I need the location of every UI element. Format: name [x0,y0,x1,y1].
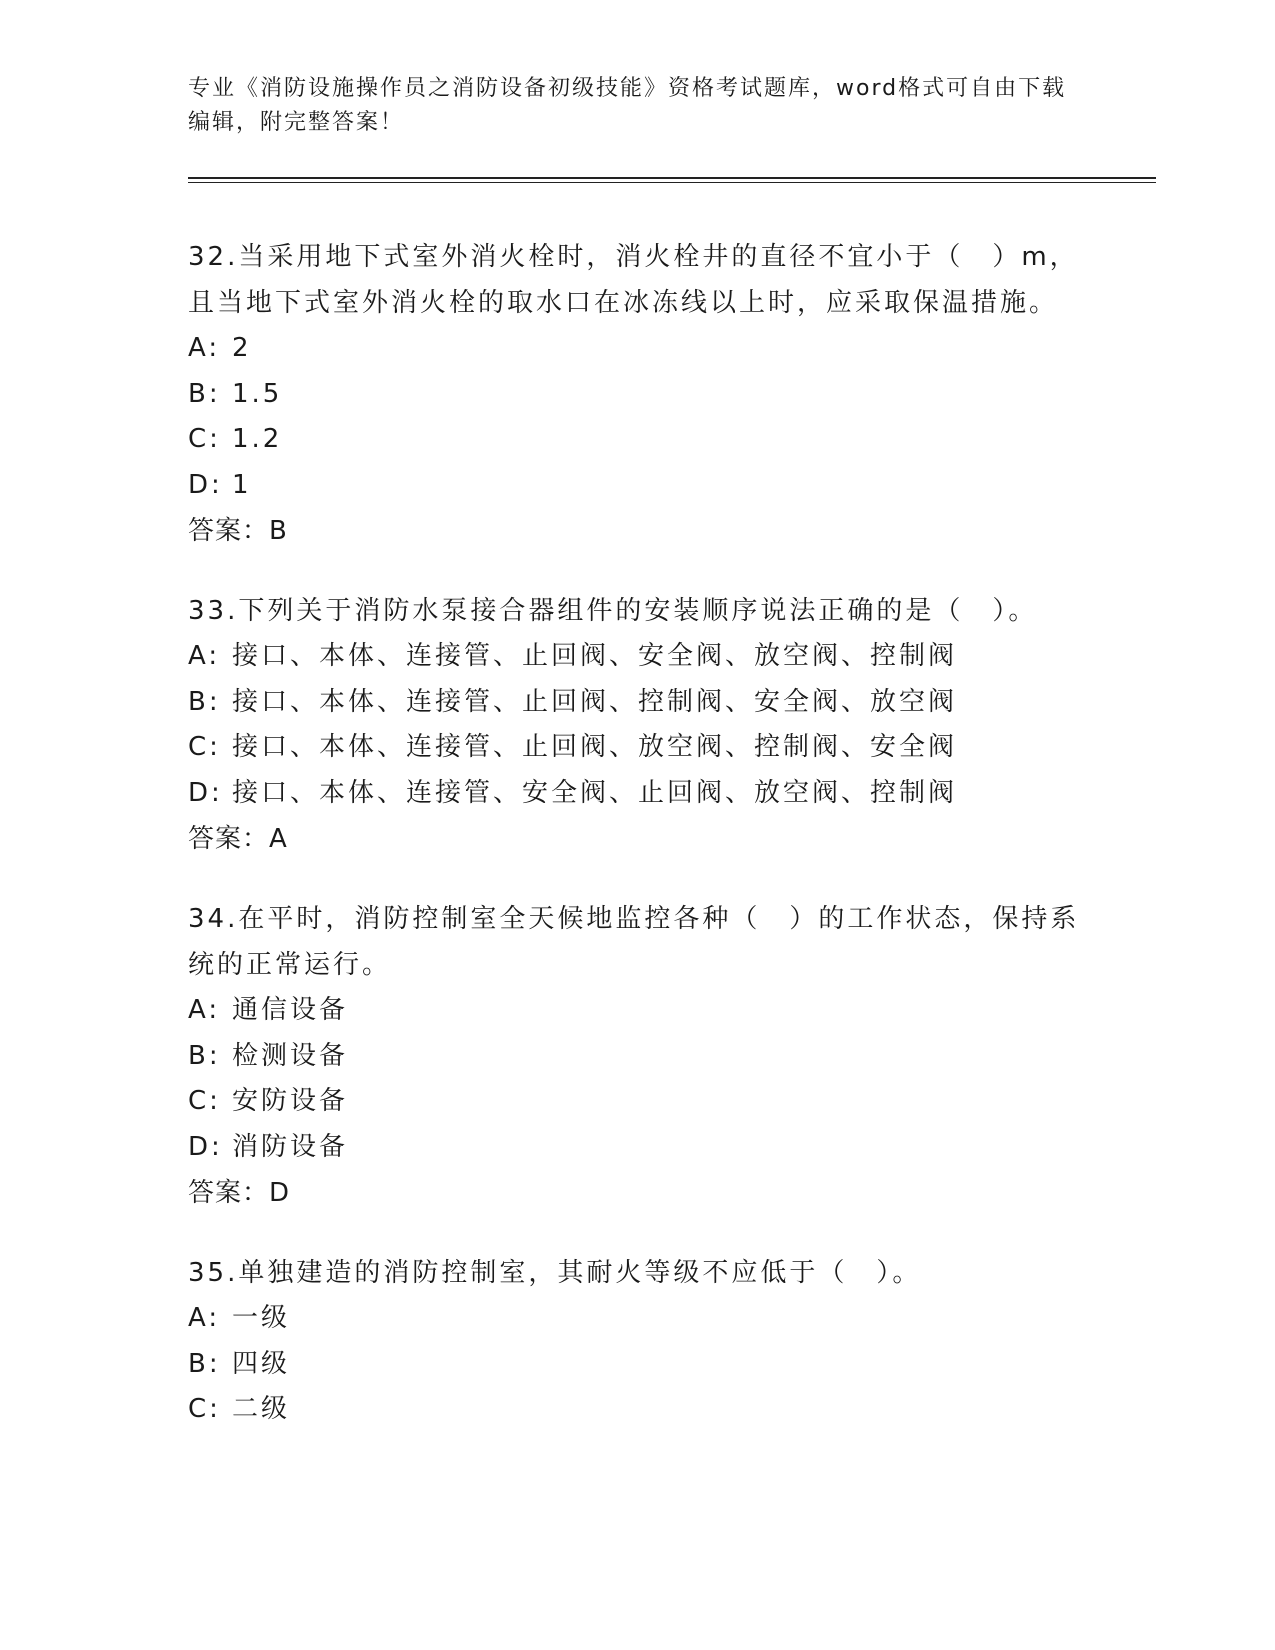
option-letter: B: [188,378,221,409]
option-letter: A: [188,1303,221,1333]
option-letter: D: [188,777,223,808]
option-d [188,1125,1088,1171]
option-letter: D: [188,1131,223,1162]
option-text: 1.2 [232,424,283,454]
option-text: 四级 [232,1348,291,1379]
header-divider-thick [188,177,1156,179]
question-list [188,234,1088,1467]
question-stem: 34.在平时，消防控制室全天候地监控各种（ ）的工作状态，保持系统的正常运行。 [188,904,1080,980]
option-c [188,1387,1088,1433]
option-letter: B: [188,1040,221,1071]
option-letter: C: [188,732,221,762]
option-text: 一级 [232,1303,291,1333]
option-letter: C: [188,424,221,454]
question-33 [188,588,1088,862]
option-letter: A: [188,995,221,1025]
option-text: 二级 [232,1394,291,1424]
option-c [188,417,1088,463]
option-text: 接口、本体、连接管、止回阀、安全阀、放空阀、控制阀 [232,641,958,671]
option-a [188,1296,1088,1342]
option-a [188,634,1088,680]
option-b [188,680,1088,726]
option-d [188,463,1088,509]
option-b [188,1342,1088,1388]
option-letter: A: [188,641,221,671]
option-text: 1 [232,469,252,500]
header-divider-thin [188,182,1156,183]
option-letter: C: [188,1394,221,1424]
answer-line: 答案：D [188,1178,291,1208]
option-letter: B: [188,686,221,717]
option-text: 接口、本体、连接管、安全阀、止回阀、放空阀、控制阀 [232,777,958,808]
answer-line: 答案：B [188,516,288,546]
question-35 [188,1250,1088,1433]
option-a [188,326,1088,372]
option-text: 消防设备 [232,1131,349,1162]
option-letter: D: [188,469,223,500]
question-34 [188,896,1088,1216]
option-b [188,1034,1088,1080]
question-stem: 32.当采用地下式室外消火栓时，消火栓井的直径不宜小于（ ）m，且当地下式室外消火栓的取水口在冰冻线以上时，应采取保温措施。 [188,242,1079,318]
option-a [188,988,1088,1034]
option-letter: B: [188,1348,221,1379]
question-32 [188,234,1088,554]
option-letter: A: [188,333,221,363]
question-stem: 33.下列关于消防水泵接合器组件的安装顺序说法正确的是（ ）。 [188,596,1038,626]
question-stem: 35.单独建造的消防控制室，其耐火等级不应低于（ ）。 [188,1258,922,1288]
answer-line: 答案：A [188,824,288,854]
option-text: 接口、本体、连接管、止回阀、控制阀、安全阀、放空阀 [232,686,958,717]
option-text: 接口、本体、连接管、止回阀、放空阀、控制阀、安全阀 [232,732,958,762]
option-d [188,771,1088,817]
option-c [188,1079,1088,1125]
option-text: 安防设备 [232,1086,349,1116]
option-text: 1.5 [232,378,283,409]
option-letter: C: [188,1086,221,1116]
option-text: 2 [232,333,252,363]
option-b [188,372,1088,418]
option-text: 检测设备 [232,1040,349,1071]
option-text: 通信设备 [232,995,349,1025]
document-header: 专业《消防设施操作员之消防设备初级技能》资格考试题库，word格式可自由下载编辑，附完整答案！ [188,76,1067,135]
option-c [188,725,1088,771]
